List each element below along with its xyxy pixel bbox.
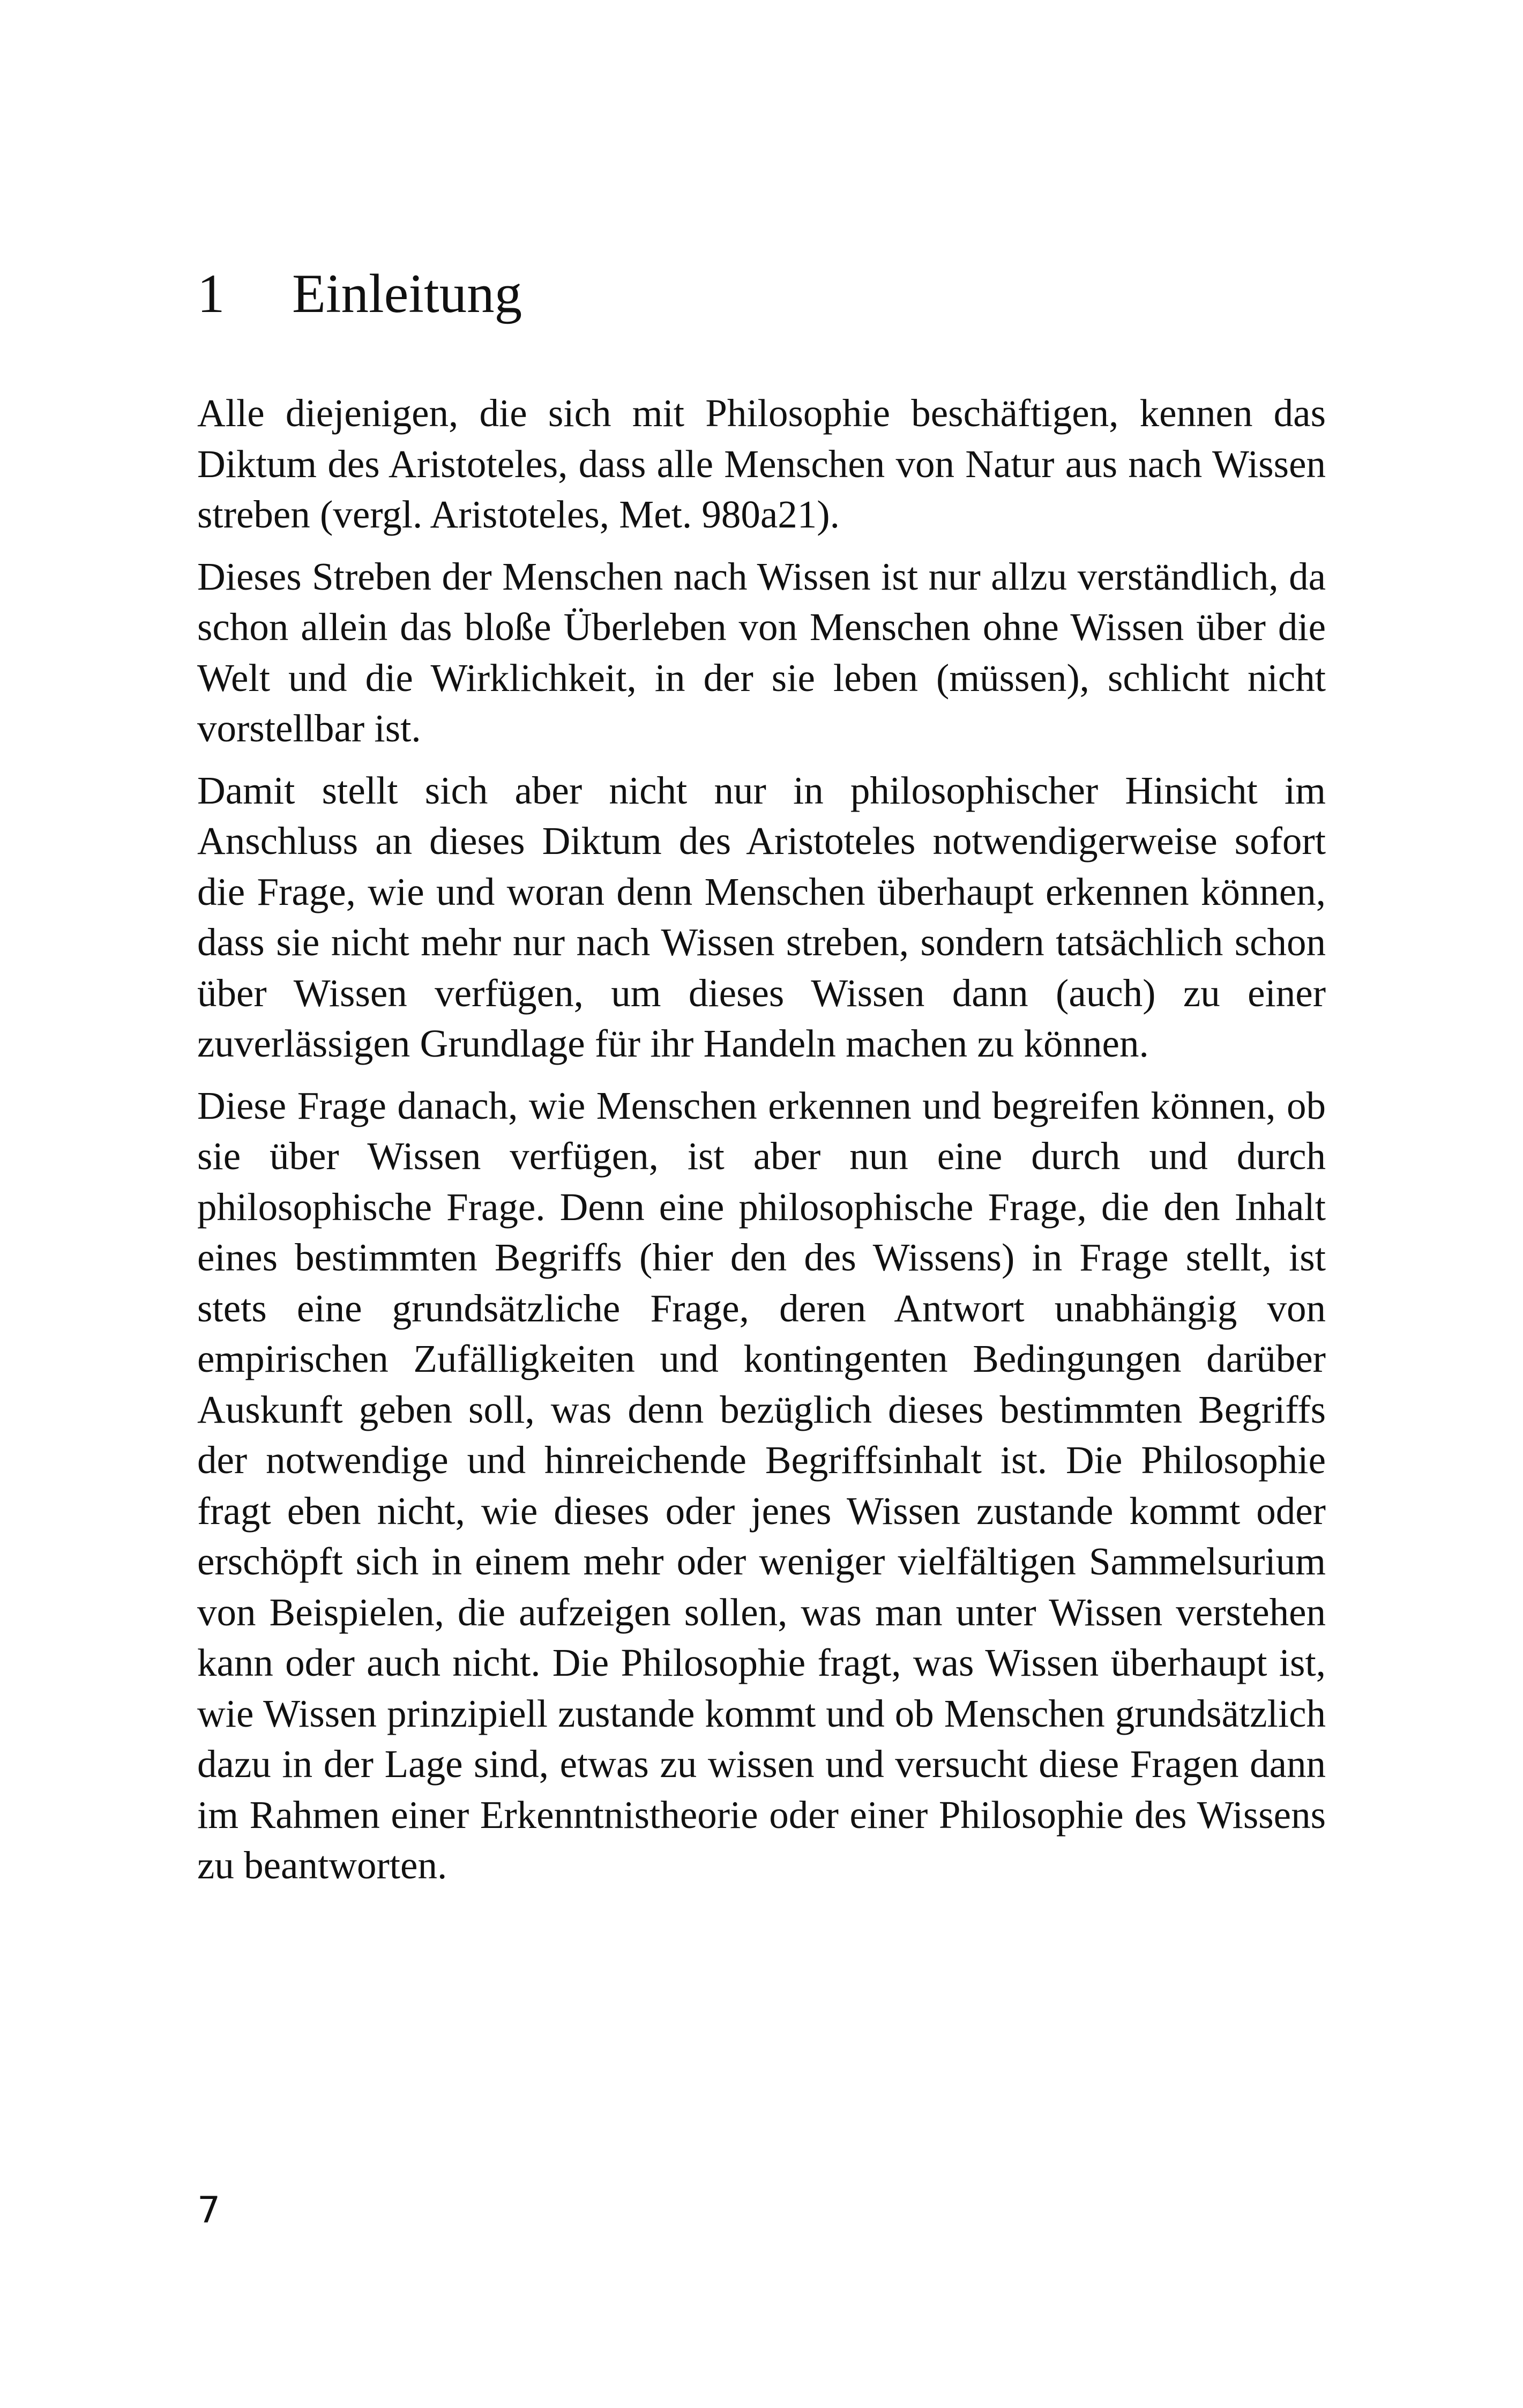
- chapter-body: [197, 388, 1326, 1902]
- page-number: 7: [197, 2189, 221, 2232]
- chapter-number: 1: [197, 263, 225, 324]
- chapter-heading: [197, 263, 522, 324]
- paragraph: Damit stellt sich aber nicht nur in philosophischer Hinsicht im Anschluss an dieses Diktum des Aristoteles notwendigerweise sofort die Frage, wie und woran denn Menschen überhaupt erkennen können, dass sie nicht mehr nur nach Wissen streben, sondern tatsächlich schon über Wissen verfügen, um dieses Wissen dann (auch) zu einer zuverlässigen Grundlage für ihr Handeln machen zu können.: [197, 768, 1326, 1065]
- chapter-title: Einleitung: [292, 263, 522, 324]
- paragraph: Dieses Streben der Menschen nach Wissen ist nur allzu verständlich, da schon allein das bloße Überleben von Menschen ohne Wissen über die Welt und die Wirklichkeit, in der sie leben (müssen), schlicht nicht vorstellbar ist.: [197, 554, 1326, 750]
- paragraph: Alle diejenigen, die sich mit Philosophie beschäftigen, kennen das Diktum des Aristoteles, dass alle Menschen von Natur aus nach Wissen streben (vergl. Aristoteles, Met. 980a21).: [197, 391, 1326, 536]
- paragraph: Diese Frage danach, wie Menschen erkennen und begreifen können, ob sie über Wissen verfügen, ist aber nun eine durch und durch philosophische Frage. Denn eine philosophische Frage, die den Inhalt eines bestimmten Begriffs (hier den des Wissens) in Frage stellt, ist stets eine grundsätzliche Frage, deren Antwort unabhängig von empirischen Zufälligkeiten und kontingenten Bedingungen darüber Auskunft geben soll, was denn bezüglich dieses bestimmten Begriffs der notwendige und hinreichende Begriffsinhalt ist. Die Philosophie fragt eben nicht, wie dieses oder jenes Wissen zustande kommt oder erschöpft sich in einem mehr oder weniger vielfältigen Sammelsurium von Beispielen, die aufzeigen sollen, was man unter Wissen verstehen kann oder auch nicht. Die Philosophie fragt, was Wissen überhaupt ist, wie Wissen prinzipiell zustande kommt und ob Menschen grundsätzlich dazu in der Lage sind, etwas zu wissen und versucht diese Fragen dann im Rahmen einer Erkenntnistheorie oder einer Philosophie des Wissens zu beantworten.: [197, 1083, 1326, 1887]
